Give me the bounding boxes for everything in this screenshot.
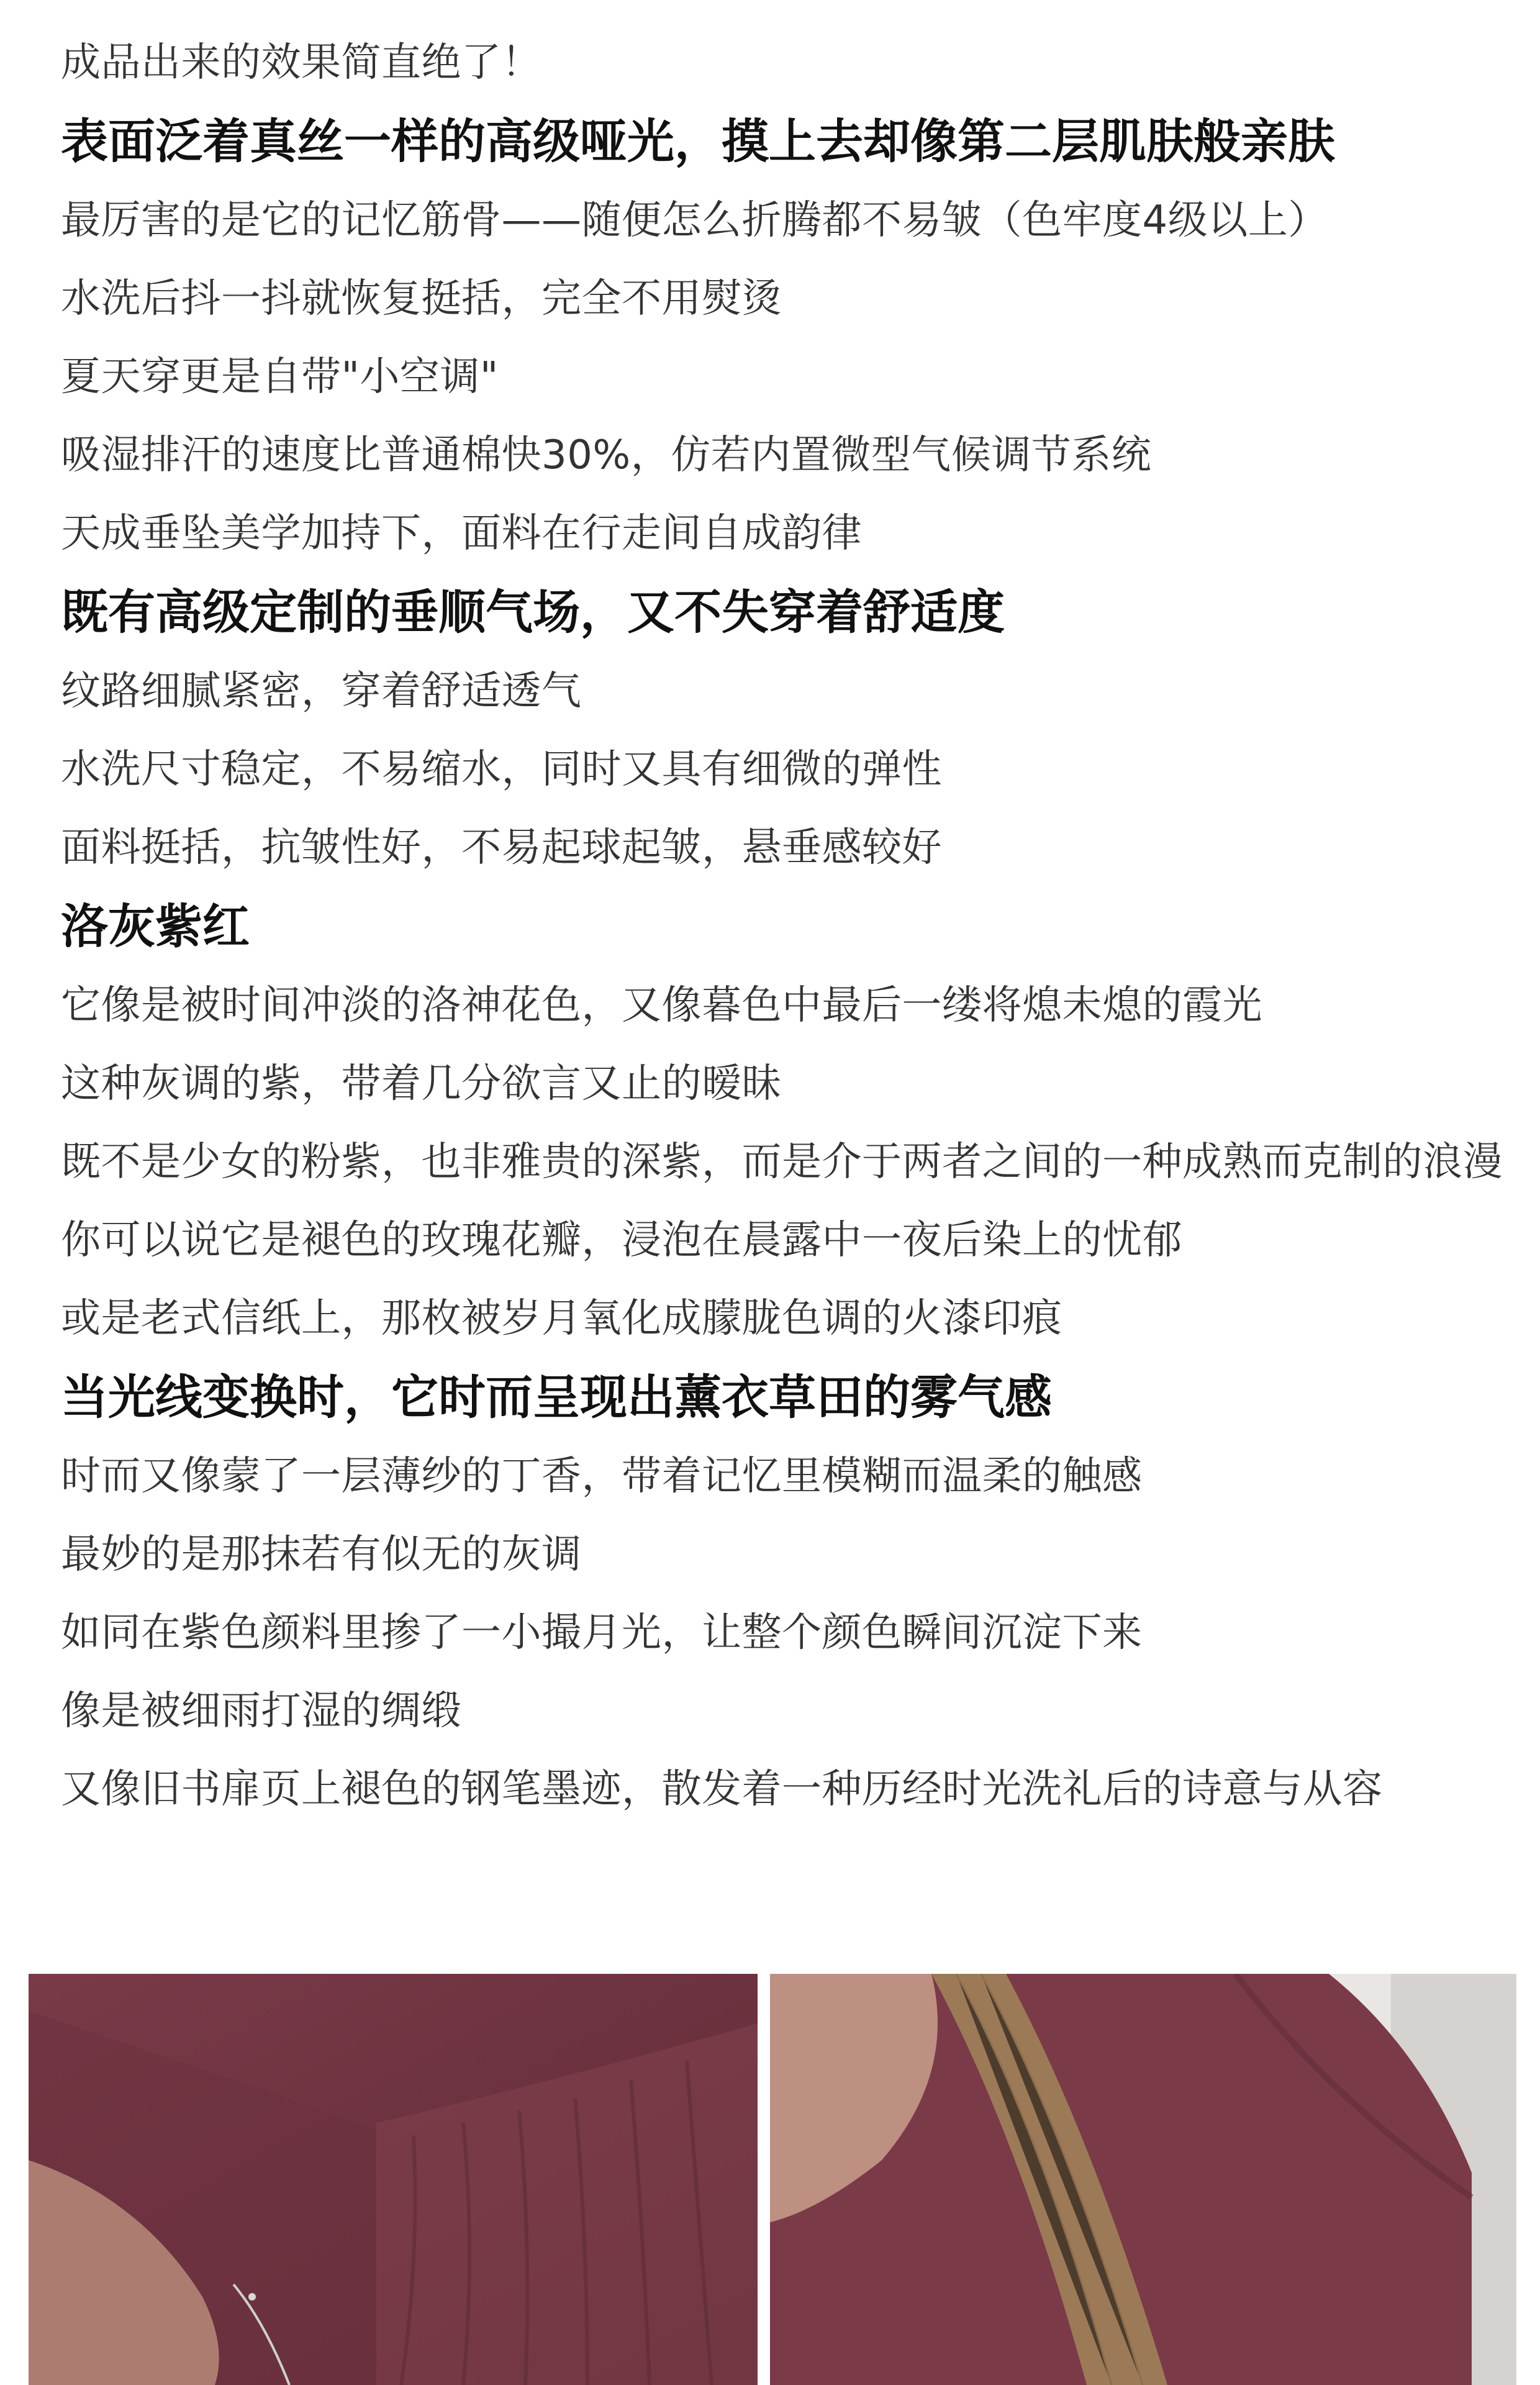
text-line: 吸湿排汗的速度比普通棉快30%，仿若内置微型气候调节系统 <box>61 432 1152 478</box>
text-line: 水洗尺寸稳定，不易缩水，同时又具有细微的弹性 <box>61 747 942 793</box>
text-line: 你可以说它是褪色的玫瑰花瓣，浸泡在晨露中一夜后染上的忧郁 <box>61 1217 1182 1263</box>
section-heading: 既有高级定制的垂顺气场，又不失穿着舒适度 <box>61 584 1005 640</box>
text-line: 水洗后抖一抖就恢复挺括，完全不用熨烫 <box>61 276 782 322</box>
text-line: 面料挺括，抗皱性好，不易起球起皱，悬垂感较好 <box>61 825 942 871</box>
text-line: 它像是被时间冲淡的洛神花色，又像暮色中最后一缕将熄未熄的霞光 <box>61 983 1262 1029</box>
text-line: 纹路细腻紧密，穿着舒适透气 <box>61 668 582 714</box>
section-heading: 当光线变换时，它时而呈现出薰衣草田的雾气感 <box>61 1370 1052 1425</box>
shoulder-photo-illustration <box>770 1974 1516 2385</box>
text-line: 最妙的是那抹若有似无的灰调 <box>61 1532 582 1578</box>
text-line: 时而又像蒙了一层薄纱的丁香，带着记忆里模糊而温柔的触感 <box>61 1453 1143 1499</box>
section-heading: 表面泛着真丝一样的高级哑光，摸上去却像第二层肌肤般亲肤 <box>61 114 1335 169</box>
text-line: 像是被细雨打湿的绸缎 <box>61 1688 461 1734</box>
text-line: 最厉害的是它的记忆筋骨——随便怎么折腾都不易皱（色牢度4级以上） <box>61 198 1328 243</box>
text-line: 这种灰调的紫，带着几分欲言又止的暧昧 <box>61 1061 782 1107</box>
text-line: 又像旧书扉页上褪色的钢笔墨迹，散发着一种历经时光洗礼后的诗意与从容 <box>61 1766 1383 1812</box>
text-line: 既不是少女的粉紫，也非雅贵的深紫，而是介于两者之间的一种成熟而克制的浪漫 <box>61 1139 1503 1185</box>
text-line: 或是老式信纸上，那枚被岁月氧化成朦胧色调的火漆印痕 <box>61 1296 1062 1342</box>
article-body <box>61 24 1514 1828</box>
text-line: 天成垂坠美学加持下，面料在行走间自成韵律 <box>61 511 862 556</box>
sleeve-photo-illustration <box>29 1974 758 2385</box>
text-line: 夏天穿更是自带"小空调" <box>61 354 499 400</box>
bracelet-bead <box>248 2293 256 2301</box>
text-line: 如同在紫色颜料里掺了一小撮月光，让整个颜色瞬间沉淀下来 <box>61 1610 1143 1656</box>
product-photo-row <box>29 1974 1516 2385</box>
product-photo-shoulder <box>770 1974 1516 2385</box>
product-photo-sleeve <box>29 1974 758 2385</box>
color-name-heading: 洛灰紫红 <box>61 899 250 954</box>
text-line: 成品出来的效果简直绝了！ <box>61 40 541 86</box>
